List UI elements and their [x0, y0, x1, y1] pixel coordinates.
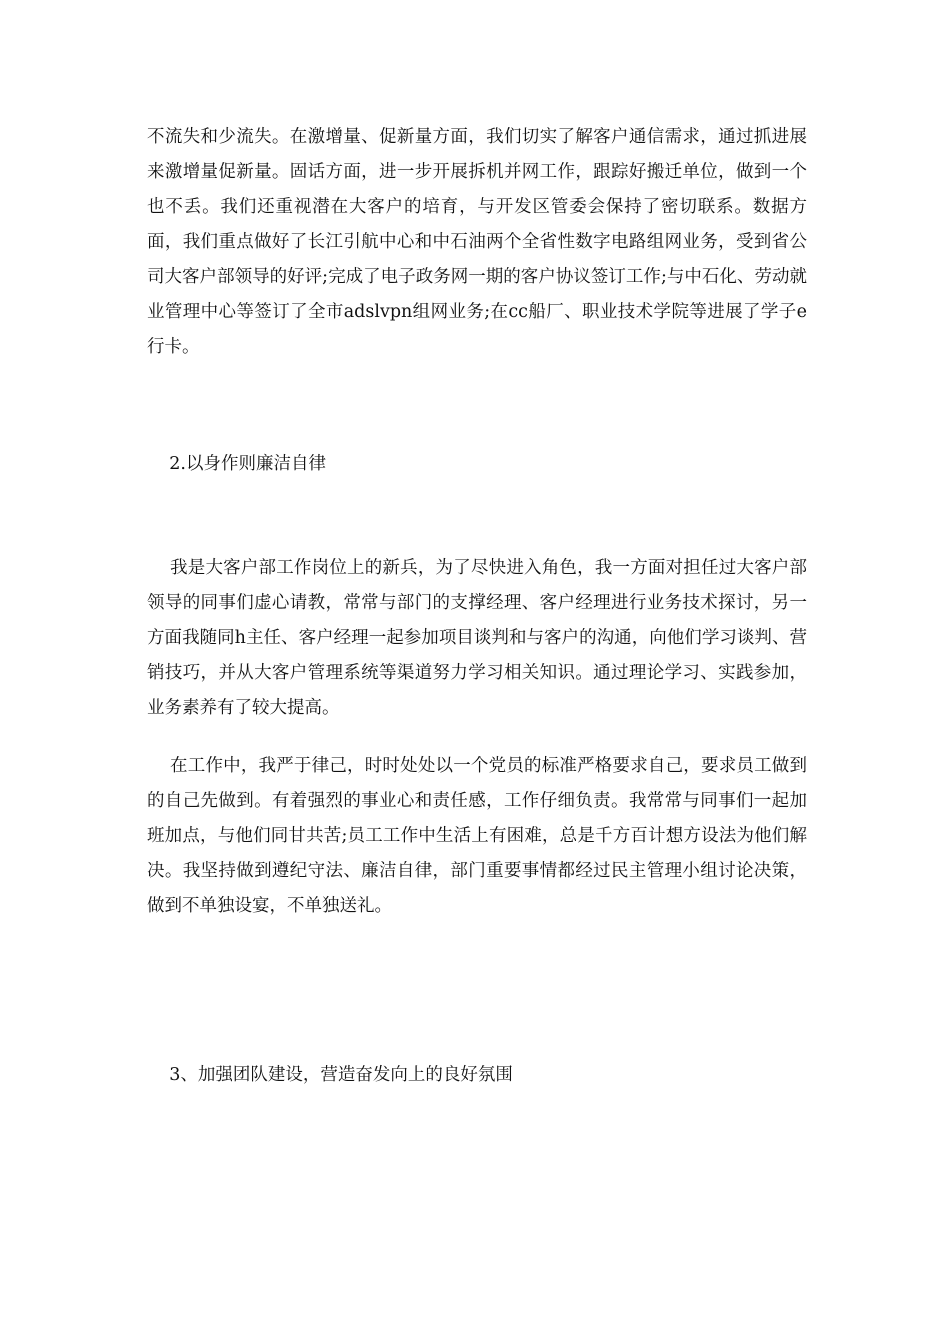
body-paragraph-learning: 我是大客户部工作岗位上的新兵，为了尽快进入角色，我一方面对担任过大客户部领导的同事们虚心请教，常常与部门的支撑经理、客户经理进行业务技术探讨，另一方面我随同h主任、客户经理一起参加项目谈判和与客户的沟通，向他们学习谈判、营销技巧，并从大客户管理系统等渠道努力学习相关知识。通过理论学习、实践参加，业务素养有了较大提高。	[147, 558, 807, 718]
body-paragraph-self-discipline: 在工作中，我严于律己，时时处处以一个党员的标准严格要求自己，要求员工做到的自己先做到。有着强烈的事业心和责任感，工作仔细负责。我常常与同事们一起加班加点，与他们同甘共苦;员工工作中生活上有困难，总是千方百计想方设法为他们解决。我坚持做到遵纪守法、廉洁自律，部门重要事情都经过民主管理小组讨论决策，做到不单独设宴，不单独送礼。	[147, 756, 807, 916]
section-heading-team-building: 3、加强团队建设，营造奋发向上的良好氛围	[147, 1065, 513, 1085]
body-paragraph-business-growth: 不流失和少流失。在激增量、促新量方面，我们切实了解客户通信需求，通过抓进展来激增量促新量。固话方面，进一步开展拆机并网工作，跟踪好搬迁单位，做到一个也不丢。我们还重视潜在大客户的培育，与开发区管委会保持了密切联系。数据方面，我们重点做好了长江引航中心和中石油两个全省性数字电路组网业务，受到省公司大客户部领导的好评;完成了电子政务网一期的客户协议签订工作;与中石化、劳动就业管理中心等签订了全市adslvpn组网业务;在cc船厂、职业技术学院等进展了学子e行卡。	[147, 127, 807, 357]
section-heading-integrity: 2.以身作则廉洁自律	[147, 454, 326, 474]
